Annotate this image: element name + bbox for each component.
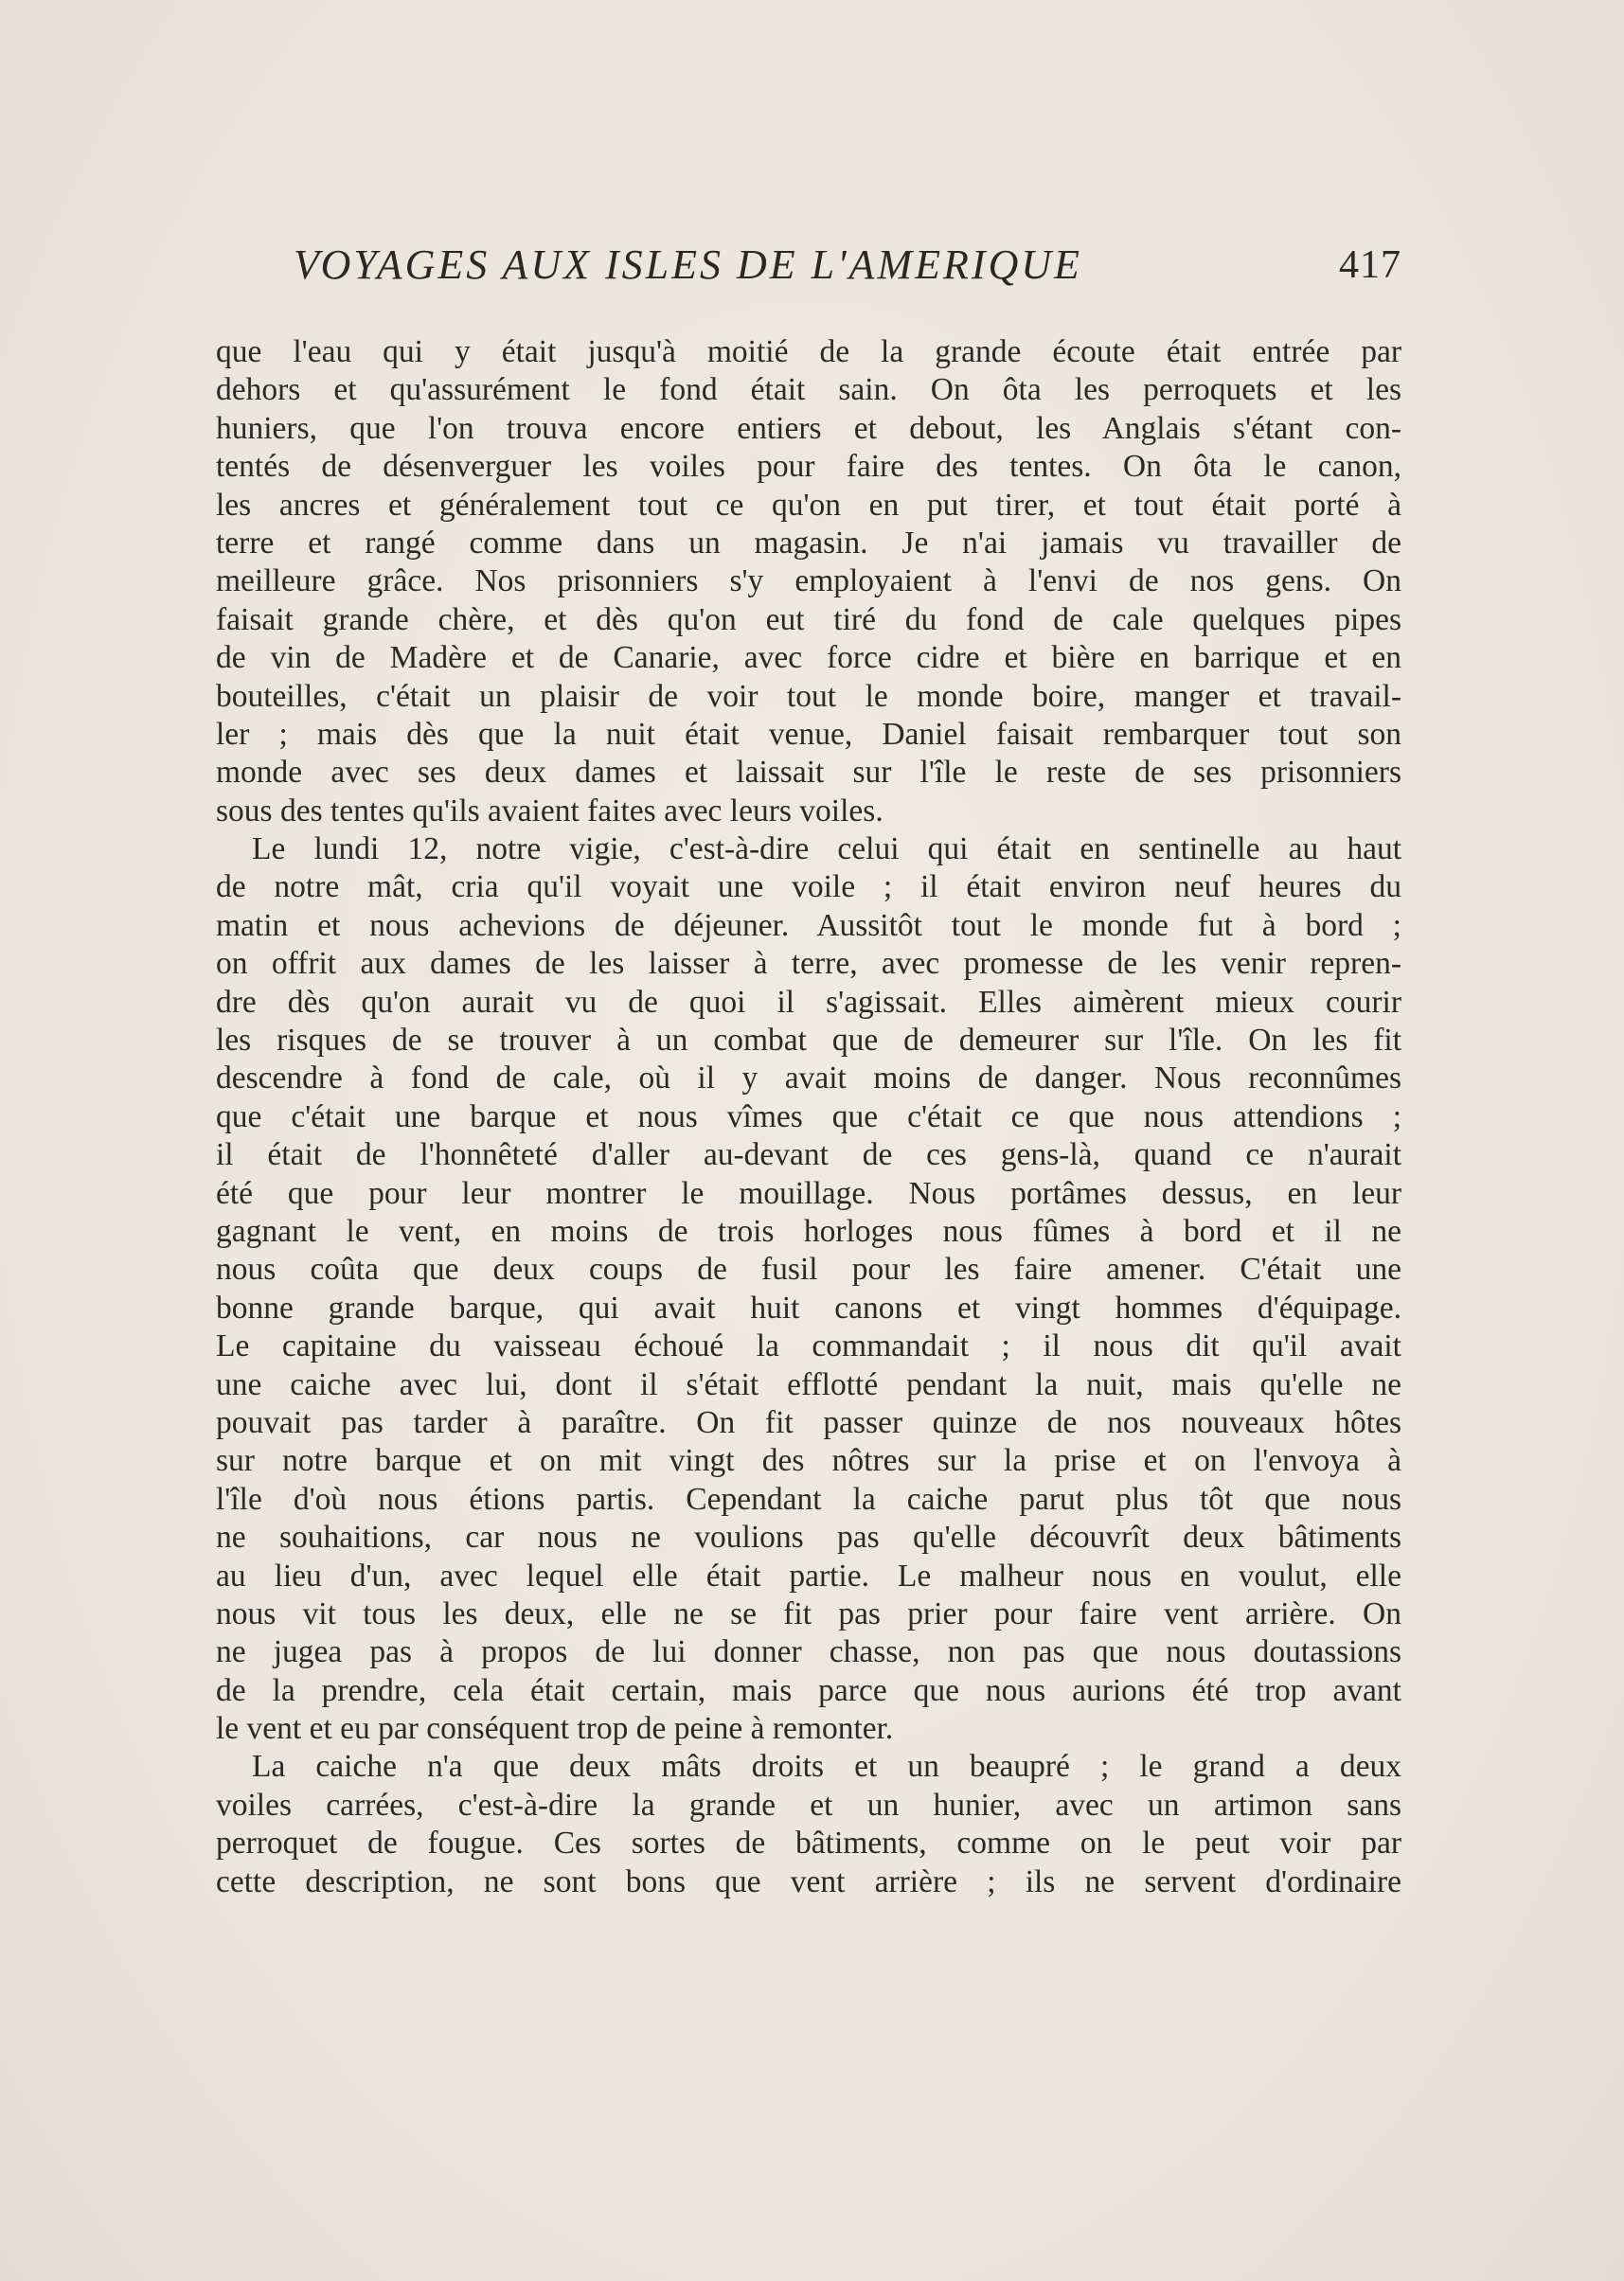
text-line: de vin de Madère et de Canarie, avec force cidre et bière en barrique et en xyxy=(216,640,1401,676)
text-line: ne jugea pas à propos de lui donner chasse, non pas que nous doutassions xyxy=(216,1634,1401,1670)
text-line: pouvait pas tarder à paraître. On fit passer quinze de nos nouveaux hôtes xyxy=(216,1404,1401,1440)
text-line: l'île d'où nous étions partis. Cependant la caiche parut plus tôt que nous xyxy=(216,1481,1401,1517)
text-line: ne souhaitions, car nous ne voulions pas qu'elle découvrît deux bâtiments xyxy=(216,1520,1401,1556)
text-line: monde avec ses deux dames et laissait sur l'île le reste de ses prisonniers xyxy=(216,755,1401,791)
text-line: nous coûta que deux coups de fusil pour les faire amener. C'était une xyxy=(216,1252,1401,1288)
text-line: huniers, que l'on trouva encore entiers et debout, les Anglais s'étant con- xyxy=(216,410,1401,446)
text-line: on offrit aux dames de les laisser à terre, avec promesse de les venir repren- xyxy=(216,946,1401,982)
text-line: cette description, ne sont bons que vent arrière ; ils ne servent d'ordinaire xyxy=(216,1863,1401,1899)
text-line: sur notre barque et on mit vingt des nôtres sur la prise et on l'envoya à xyxy=(216,1443,1401,1479)
text-line: perroquet de fougue. Ces sortes de bâtiments, comme on le peut voir par xyxy=(216,1826,1401,1862)
text-line: bouteilles, c'était un plaisir de voir tout le monde boire, manger et travail- xyxy=(216,678,1401,714)
text-line: une caiche avec lui, dont il s'était efflotté pendant la nuit, mais qu'elle ne xyxy=(216,1366,1401,1402)
body-text xyxy=(216,333,1401,1901)
text-line: tentés de désenverguer les voiles pour faire des tentes. On ôta le canon, xyxy=(216,449,1401,485)
text-line: les ancres et généralement tout ce qu'on en put tirer, et tout était porté à xyxy=(216,487,1401,523)
text-line: descendre à fond de cale, où il y avait moins de danger. Nous reconnûmes xyxy=(216,1060,1401,1096)
text-line: nous vit tous les deux, elle ne se fit pas prier pour faire vent arrière. On xyxy=(216,1595,1401,1631)
text-line: voiles carrées, c'est-à-dire la grande et un hunier, avec un artimon sans xyxy=(216,1787,1401,1823)
paragraph-last-line: le vent et eu par conséquent trop de peine à remonter. xyxy=(216,1711,894,1747)
text-line: Le capitaine du vaisseau échoué la commandait ; il nous dit qu'il avait xyxy=(216,1328,1401,1364)
text-line: au lieu d'un, avec lequel elle était partie. Le malheur nous en voulut, elle xyxy=(216,1558,1401,1594)
text-line: été que pour leur montrer le mouillage. Nous portâmes dessus, en leur xyxy=(216,1175,1401,1211)
text-line: dre dès qu'on aurait vu de quoi il s'agissait. Elles aimèrent mieux courir xyxy=(216,984,1401,1020)
page-number: 417 xyxy=(1339,243,1401,287)
text-line: que c'était une barque et nous vîmes que c'était ce que nous attendions ; xyxy=(216,1098,1401,1134)
paragraph-last-line: sous des tentes qu'ils avaient faites avec leurs voiles. xyxy=(216,793,883,829)
paragraph-first-line: Le lundi 12, notre vigie, c'est-à-dire celui qui était en sentinelle au haut xyxy=(252,831,1401,867)
running-title: VOYAGES AUX ISLES DE L'AMERIQUE xyxy=(294,241,1082,288)
text-line: les risques de se trouver à un combat que de demeurer sur l'île. On les fit xyxy=(216,1023,1401,1059)
text-line: il était de l'honnêteté d'aller au-devant de ces gens-là, quand ce n'aurait xyxy=(216,1137,1401,1173)
text-line: dehors et qu'assurément le fond était sain. On ôta les perroquets et les xyxy=(216,372,1401,408)
text-line: ler ; mais dès que la nuit était venue, Daniel faisait rembarquer tout son xyxy=(216,716,1401,752)
paragraph-first-line: La caiche n'a que deux mâts droits et un beaupré ; le grand a deux xyxy=(252,1749,1401,1785)
text-line: que l'eau qui y était jusqu'à moitié de la grande écoute était entrée par xyxy=(216,334,1401,369)
text-line: meilleure grâce. Nos prisonniers s'y employaient à l'envi de nos gens. On xyxy=(216,563,1401,599)
text-line: matin et nous achevions de déjeuner. Aussitôt tout le monde fut à bord ; xyxy=(216,907,1401,943)
running-head xyxy=(294,237,1401,294)
text-line: faisait grande chère, et dès qu'on eut tiré du fond de cale quelques pipes xyxy=(216,601,1401,637)
text-line: gagnant le vent, en moins de trois horloges nous fûmes à bord et il ne xyxy=(216,1213,1401,1249)
text-line: de la prendre, cela était certain, mais parce que nous aurions été trop avant xyxy=(216,1672,1401,1708)
text-line: terre et rangé comme dans un magasin. Je n'ai jamais vu travailler de xyxy=(216,525,1401,561)
text-line: bonne grande barque, qui avait huit canons et vingt hommes d'équipage. xyxy=(216,1290,1401,1326)
text-line: de notre mât, cria qu'il voyait une voile ; il était environ neuf heures du xyxy=(216,869,1401,905)
